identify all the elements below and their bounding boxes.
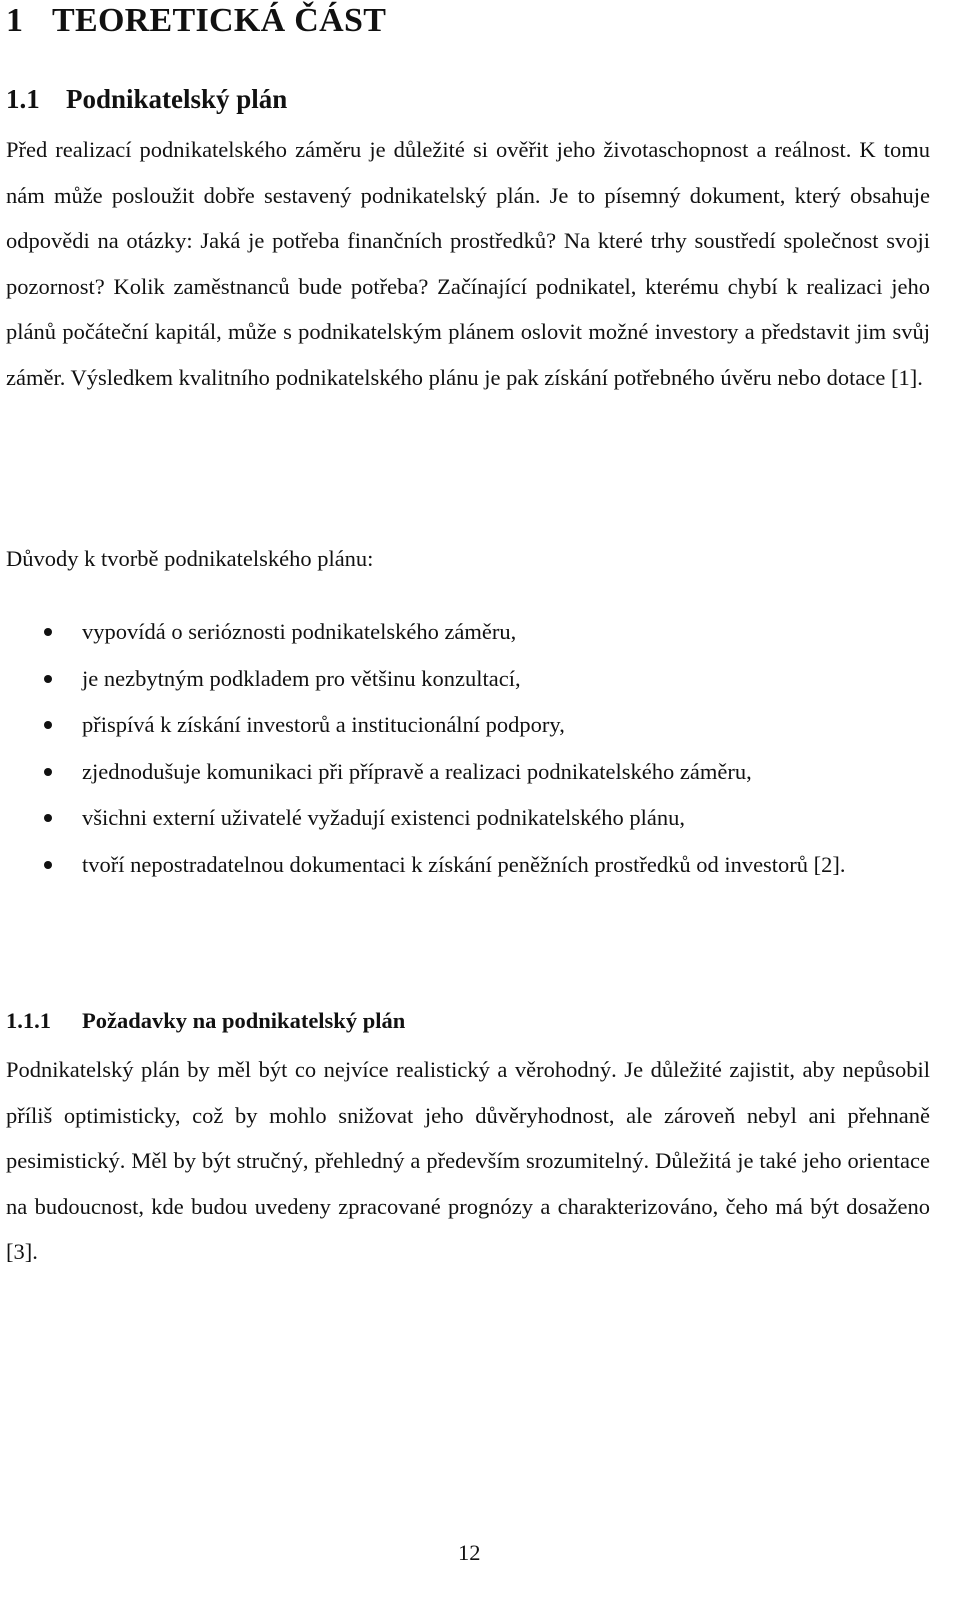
chapter-title: TEORETICKÁ ČÁST <box>52 2 387 39</box>
section-number: 1.1 <box>6 84 40 114</box>
list-item-text: zjednodušuje komunikaci při přípravě a realizaci podnikatelského záměru, <box>82 758 752 784</box>
bullet-icon <box>44 861 52 869</box>
subsection-heading <box>6 1008 405 1034</box>
list-item-text: je nezbytným podkladem pro většinu konzultací, <box>82 665 521 691</box>
list-item-text: vypovídá o serióznosti podnikatelského záměru, <box>82 619 517 644</box>
list-item-text: tvoří nepostradatelnou dokumentaci k získání peněžních prostředků od investorů [2]. <box>82 851 846 877</box>
list-item <box>6 656 930 703</box>
list-item <box>6 749 930 796</box>
page-number: 12 <box>458 1540 481 1565</box>
list-item <box>6 609 930 656</box>
bullet-icon <box>44 768 52 776</box>
reasons-intro: Důvody k tvorbě podnikatelského plánu: <box>6 546 374 571</box>
subsection-title: Požadavky na podnikatelský plán <box>82 1008 406 1033</box>
bullet-icon <box>44 675 52 683</box>
list-item-text: všichni externí uživatelé vyžadují existenci podnikatelského plánu, <box>82 805 685 830</box>
chapter-number: 1 <box>6 2 24 39</box>
chapter-heading <box>6 2 386 40</box>
bullet-icon <box>44 721 52 729</box>
requirements-paragraph: Podnikatelský plán by měl být co nejvíce realistický a věrohodný. Je důležité zajistit, aby nepůsobil příliš optimisticky, což by mohlo snižovat jeho důvěryhodnost, ale zároveň nebyl ani přehnaně pesimistický. Měl by být stručný, přehledný a především srozumitelný. Důležitá je také jeho orientace na budoucnost, kde budou uvedeny zpracované prognózy a charakterizováno, čeho má být dosaženo [3]. <box>6 1057 930 1264</box>
list-item-text: přispívá k získání investorů a institucionální podpory, <box>82 712 565 737</box>
bullet-icon <box>44 628 52 636</box>
list-item <box>6 842 930 889</box>
section-title: Podnikatelský plán <box>66 84 288 114</box>
list-item <box>6 795 930 842</box>
reasons-list <box>6 609 930 888</box>
intro-paragraph: Před realizací podnikatelského záměru je důležité si ověřit jeho životaschopnost a reálnost. K tomu nám může posloužit dobře sestavený podnikatelský plán. Je to písemný dokument, který obsahuje odpovědi na otázky: Jaká je potřeba finančních prostředků? Na které trhy soustředí společnost svoji pozornost? Kolik zaměstnanců bude potřeba? Začínající podnikatel, kterému chybí k realizaci jeho plánů počáteční kapitál, může s podnikatelským plánem oslovit možné investory a představit jim svůj záměr. Výsledkem kvalitního podnikatelského plánu je pak získání potřebného úvěru nebo dotace [1]. <box>6 137 930 390</box>
bullet-icon <box>44 814 52 822</box>
subsection-number: 1.1.1 <box>6 1008 51 1033</box>
section-heading <box>6 84 287 115</box>
list-item <box>6 702 930 749</box>
